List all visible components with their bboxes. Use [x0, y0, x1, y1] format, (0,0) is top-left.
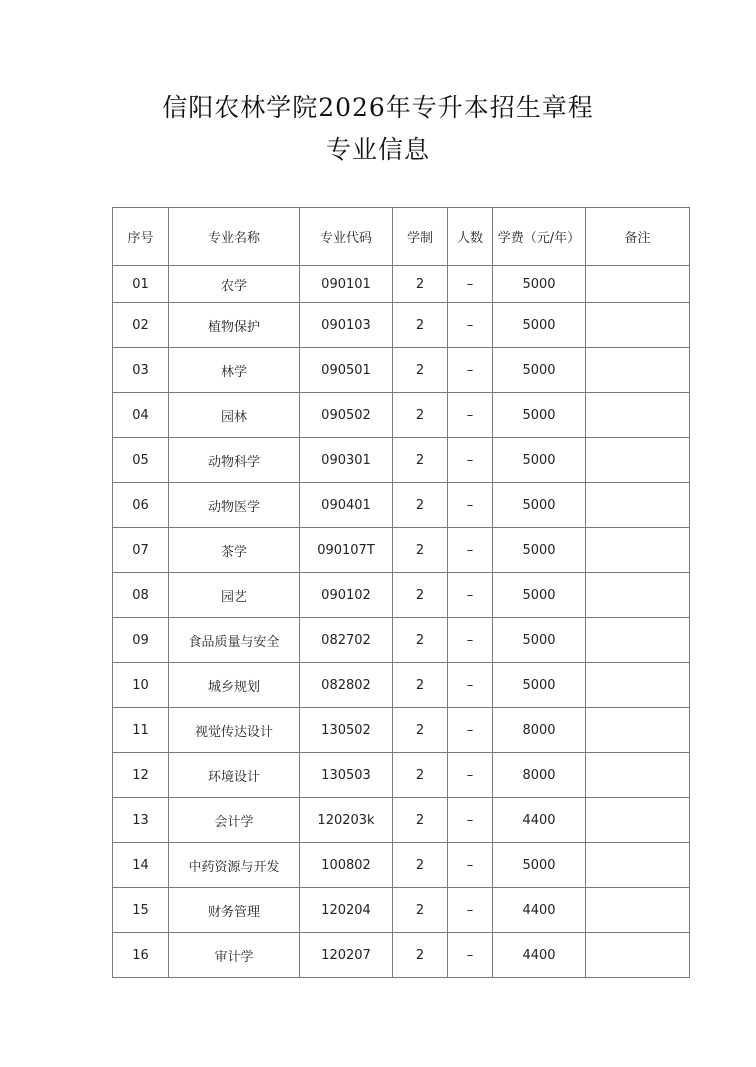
cell-duration: 2 — [393, 438, 448, 483]
cell-tuition: 5000 — [493, 663, 586, 708]
cell-quota: – — [448, 438, 493, 483]
cell-major-name: 茶学 — [169, 528, 300, 573]
cell-remark — [586, 393, 690, 438]
cell-index: 08 — [113, 573, 169, 618]
cell-tuition: 5000 — [493, 528, 586, 573]
cell-index: 04 — [113, 393, 169, 438]
cell-major-code: 090401 — [300, 483, 393, 528]
cell-quota: – — [448, 753, 493, 798]
cell-remark — [586, 573, 690, 618]
table-row — [113, 348, 690, 393]
header-remark: 备注 — [586, 208, 690, 266]
table-row — [113, 393, 690, 438]
cell-quota: – — [448, 888, 493, 933]
cell-index: 07 — [113, 528, 169, 573]
cell-quota: – — [448, 933, 493, 978]
table-row — [113, 888, 690, 933]
cell-major-name: 中药资源与开发 — [169, 843, 300, 888]
table-header-row — [113, 208, 690, 266]
cell-major-code: 090103 — [300, 303, 393, 348]
cell-duration: 2 — [393, 348, 448, 393]
table-row — [113, 303, 690, 348]
table-row — [113, 528, 690, 573]
cell-major-name: 视觉传达设计 — [169, 708, 300, 753]
cell-quota: – — [448, 303, 493, 348]
cell-major-name: 审计学 — [169, 933, 300, 978]
cell-major-name: 园林 — [169, 393, 300, 438]
cell-tuition: 5000 — [493, 393, 586, 438]
header-major-code: 专业代码 — [300, 208, 393, 266]
cell-major-code: 090502 — [300, 393, 393, 438]
cell-tuition: 8000 — [493, 753, 586, 798]
cell-major-code: 090101 — [300, 266, 393, 303]
cell-remark — [586, 663, 690, 708]
cell-quota: – — [448, 708, 493, 753]
cell-major-code: 090102 — [300, 573, 393, 618]
cell-quota: – — [448, 843, 493, 888]
cell-duration: 2 — [393, 888, 448, 933]
cell-quota: – — [448, 618, 493, 663]
cell-index: 03 — [113, 348, 169, 393]
cell-tuition: 5000 — [493, 266, 586, 303]
cell-major-name: 会计学 — [169, 798, 300, 843]
table-row — [113, 266, 690, 303]
document-title: 信阳农林学院2026年专升本招生章程 — [162, 93, 594, 122]
majors-table — [112, 207, 690, 978]
cell-tuition: 5000 — [493, 843, 586, 888]
cell-major-code: 082702 — [300, 618, 393, 663]
header-major-name: 专业名称 — [169, 208, 300, 266]
cell-remark — [586, 798, 690, 843]
cell-major-code: 120204 — [300, 888, 393, 933]
table-row — [113, 798, 690, 843]
cell-index: 02 — [113, 303, 169, 348]
cell-index: 15 — [113, 888, 169, 933]
cell-remark — [586, 528, 690, 573]
cell-quota: – — [448, 663, 493, 708]
cell-major-name: 食品质量与安全 — [169, 618, 300, 663]
cell-major-name: 城乡规划 — [169, 663, 300, 708]
cell-major-code: 090301 — [300, 438, 393, 483]
table-row — [113, 663, 690, 708]
cell-major-name: 动物科学 — [169, 438, 300, 483]
table-row — [113, 438, 690, 483]
cell-major-code: 120203k — [300, 798, 393, 843]
cell-remark — [586, 303, 690, 348]
cell-duration: 2 — [393, 618, 448, 663]
cell-duration: 2 — [393, 303, 448, 348]
cell-quota: – — [448, 393, 493, 438]
document-subtitle: 专业信息 — [325, 135, 430, 164]
cell-major-code: 100802 — [300, 843, 393, 888]
cell-tuition: 8000 — [493, 708, 586, 753]
cell-remark — [586, 348, 690, 393]
cell-remark — [586, 933, 690, 978]
header-quota: 人数 — [448, 208, 493, 266]
cell-major-name: 财务管理 — [169, 888, 300, 933]
cell-index: 05 — [113, 438, 169, 483]
cell-tuition: 5000 — [493, 438, 586, 483]
cell-quota: – — [448, 348, 493, 393]
cell-remark — [586, 266, 690, 303]
cell-duration: 2 — [393, 753, 448, 798]
cell-quota: – — [448, 483, 493, 528]
cell-index: 16 — [113, 933, 169, 978]
cell-quota: – — [448, 798, 493, 843]
cell-tuition: 5000 — [493, 348, 586, 393]
cell-index: 13 — [113, 798, 169, 843]
header-tuition: 学费（元/年） — [493, 208, 586, 266]
cell-tuition: 5000 — [493, 483, 586, 528]
cell-duration: 2 — [393, 483, 448, 528]
cell-tuition: 5000 — [493, 618, 586, 663]
cell-tuition: 4400 — [493, 888, 586, 933]
cell-index: 10 — [113, 663, 169, 708]
cell-index: 12 — [113, 753, 169, 798]
cell-index: 14 — [113, 843, 169, 888]
cell-major-code: 120207 — [300, 933, 393, 978]
cell-remark — [586, 618, 690, 663]
header-duration: 学制 — [393, 208, 448, 266]
table-row — [113, 483, 690, 528]
cell-major-name: 环境设计 — [169, 753, 300, 798]
cell-major-name: 园艺 — [169, 573, 300, 618]
cell-index: 11 — [113, 708, 169, 753]
cell-duration: 2 — [393, 843, 448, 888]
cell-duration: 2 — [393, 573, 448, 618]
cell-major-code: 082802 — [300, 663, 393, 708]
cell-duration: 2 — [393, 528, 448, 573]
cell-quota: – — [448, 573, 493, 618]
cell-remark — [586, 753, 690, 798]
cell-remark — [586, 888, 690, 933]
cell-remark — [586, 483, 690, 528]
cell-quota: – — [448, 266, 493, 303]
cell-tuition: 5000 — [493, 303, 586, 348]
table-row — [113, 933, 690, 978]
cell-duration: 2 — [393, 708, 448, 753]
cell-major-name: 农学 — [169, 266, 300, 303]
table-row — [113, 753, 690, 798]
cell-major-code: 090501 — [300, 348, 393, 393]
header-index: 序号 — [113, 208, 169, 266]
cell-remark — [586, 708, 690, 753]
cell-index: 06 — [113, 483, 169, 528]
table-row — [113, 843, 690, 888]
table-row — [113, 708, 690, 753]
cell-remark — [586, 438, 690, 483]
cell-major-code: 130502 — [300, 708, 393, 753]
cell-duration: 2 — [393, 798, 448, 843]
cell-duration: 2 — [393, 663, 448, 708]
cell-major-code: 090107T — [300, 528, 393, 573]
cell-major-name: 动物医学 — [169, 483, 300, 528]
table-row — [113, 618, 690, 663]
cell-tuition: 4400 — [493, 933, 586, 978]
cell-tuition: 5000 — [493, 573, 586, 618]
cell-index: 01 — [113, 266, 169, 303]
table-body — [113, 266, 690, 978]
cell-remark — [586, 843, 690, 888]
cell-major-name: 植物保护 — [169, 303, 300, 348]
table-row — [113, 573, 690, 618]
cell-duration: 2 — [393, 393, 448, 438]
cell-quota: – — [448, 528, 493, 573]
cell-duration: 2 — [393, 933, 448, 978]
cell-tuition: 4400 — [493, 798, 586, 843]
cell-major-name: 林学 — [169, 348, 300, 393]
cell-index: 09 — [113, 618, 169, 663]
cell-major-code: 130503 — [300, 753, 393, 798]
cell-duration: 2 — [393, 266, 448, 303]
